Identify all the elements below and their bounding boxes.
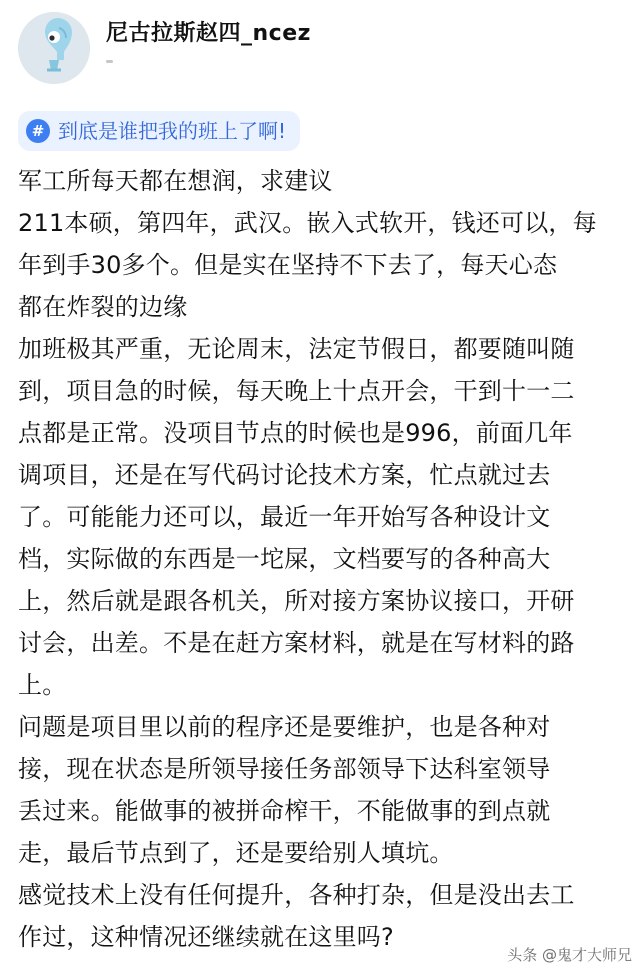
content-line: 上。 bbox=[18, 671, 67, 699]
content-line: 军工所每天都在想润，求建议 bbox=[18, 167, 333, 195]
content-line: 作过，这种情况还继续就在这里吗? bbox=[18, 923, 394, 951]
content-line: 211本硕，第四年，武汉。嵌入式软开，钱还可以，每 bbox=[18, 209, 597, 237]
content-line: 了。可能能力还可以，最近一年开始写各种设计文 bbox=[18, 503, 551, 531]
topic-tag[interactable] bbox=[18, 111, 300, 151]
content-line: 走，最后节点到了，还是要给别人填坑。 bbox=[18, 839, 454, 867]
content-line: 问题是项目里以前的程序还是要维护，也是各种对 bbox=[18, 713, 551, 741]
post-header bbox=[18, 12, 618, 92]
topic-label: 到底是谁把我的班上了啊! bbox=[58, 119, 287, 143]
content-line: 上，然后就是跟各机关，所对接方案协议接口，开研 bbox=[18, 587, 575, 615]
content-line: 接，现在状态是所领导接任务部领导下达科室领导 bbox=[18, 755, 551, 783]
content-line: 感觉技术上没有任何提升，各种打杂，但是没出去工 bbox=[18, 881, 575, 909]
content-line: 讨会，出差。不是在赶方案材料，就是在写材料的路 bbox=[18, 629, 575, 657]
content-line: 丢过来。能做事的被拼命榨干，不能做事的到点就 bbox=[18, 797, 551, 825]
hashtag-icon: # bbox=[26, 119, 50, 143]
content-line: 年到手30多个。但是实在坚持不下去了，每天心态 bbox=[18, 251, 558, 279]
content-line: 档，实际做的东西是一坨屎，文档要写的各种高大 bbox=[18, 545, 551, 573]
watermark-label: 头条 @鬼才大师兄 bbox=[507, 946, 632, 964]
content-line: 都在炸裂的边缘 bbox=[18, 293, 188, 321]
meta-dot bbox=[106, 60, 113, 63]
avatar-icon[interactable] bbox=[18, 12, 90, 84]
content-line: 点都是正常。没项目节点的时候也是996，前面几年 bbox=[18, 419, 573, 447]
content-line: 加班极其严重，无论周末，法定节假日，都要随叫随 bbox=[18, 335, 575, 363]
post-meta bbox=[106, 60, 296, 70]
username[interactable]: 尼古拉斯赵四_ncez bbox=[106, 21, 311, 46]
content-line: 到，项目急的时候，每天晚上十点开会，干到十一二 bbox=[18, 377, 575, 405]
content-line: 调项目，还是在写代码讨论技术方案，忙点就过去 bbox=[18, 461, 551, 489]
